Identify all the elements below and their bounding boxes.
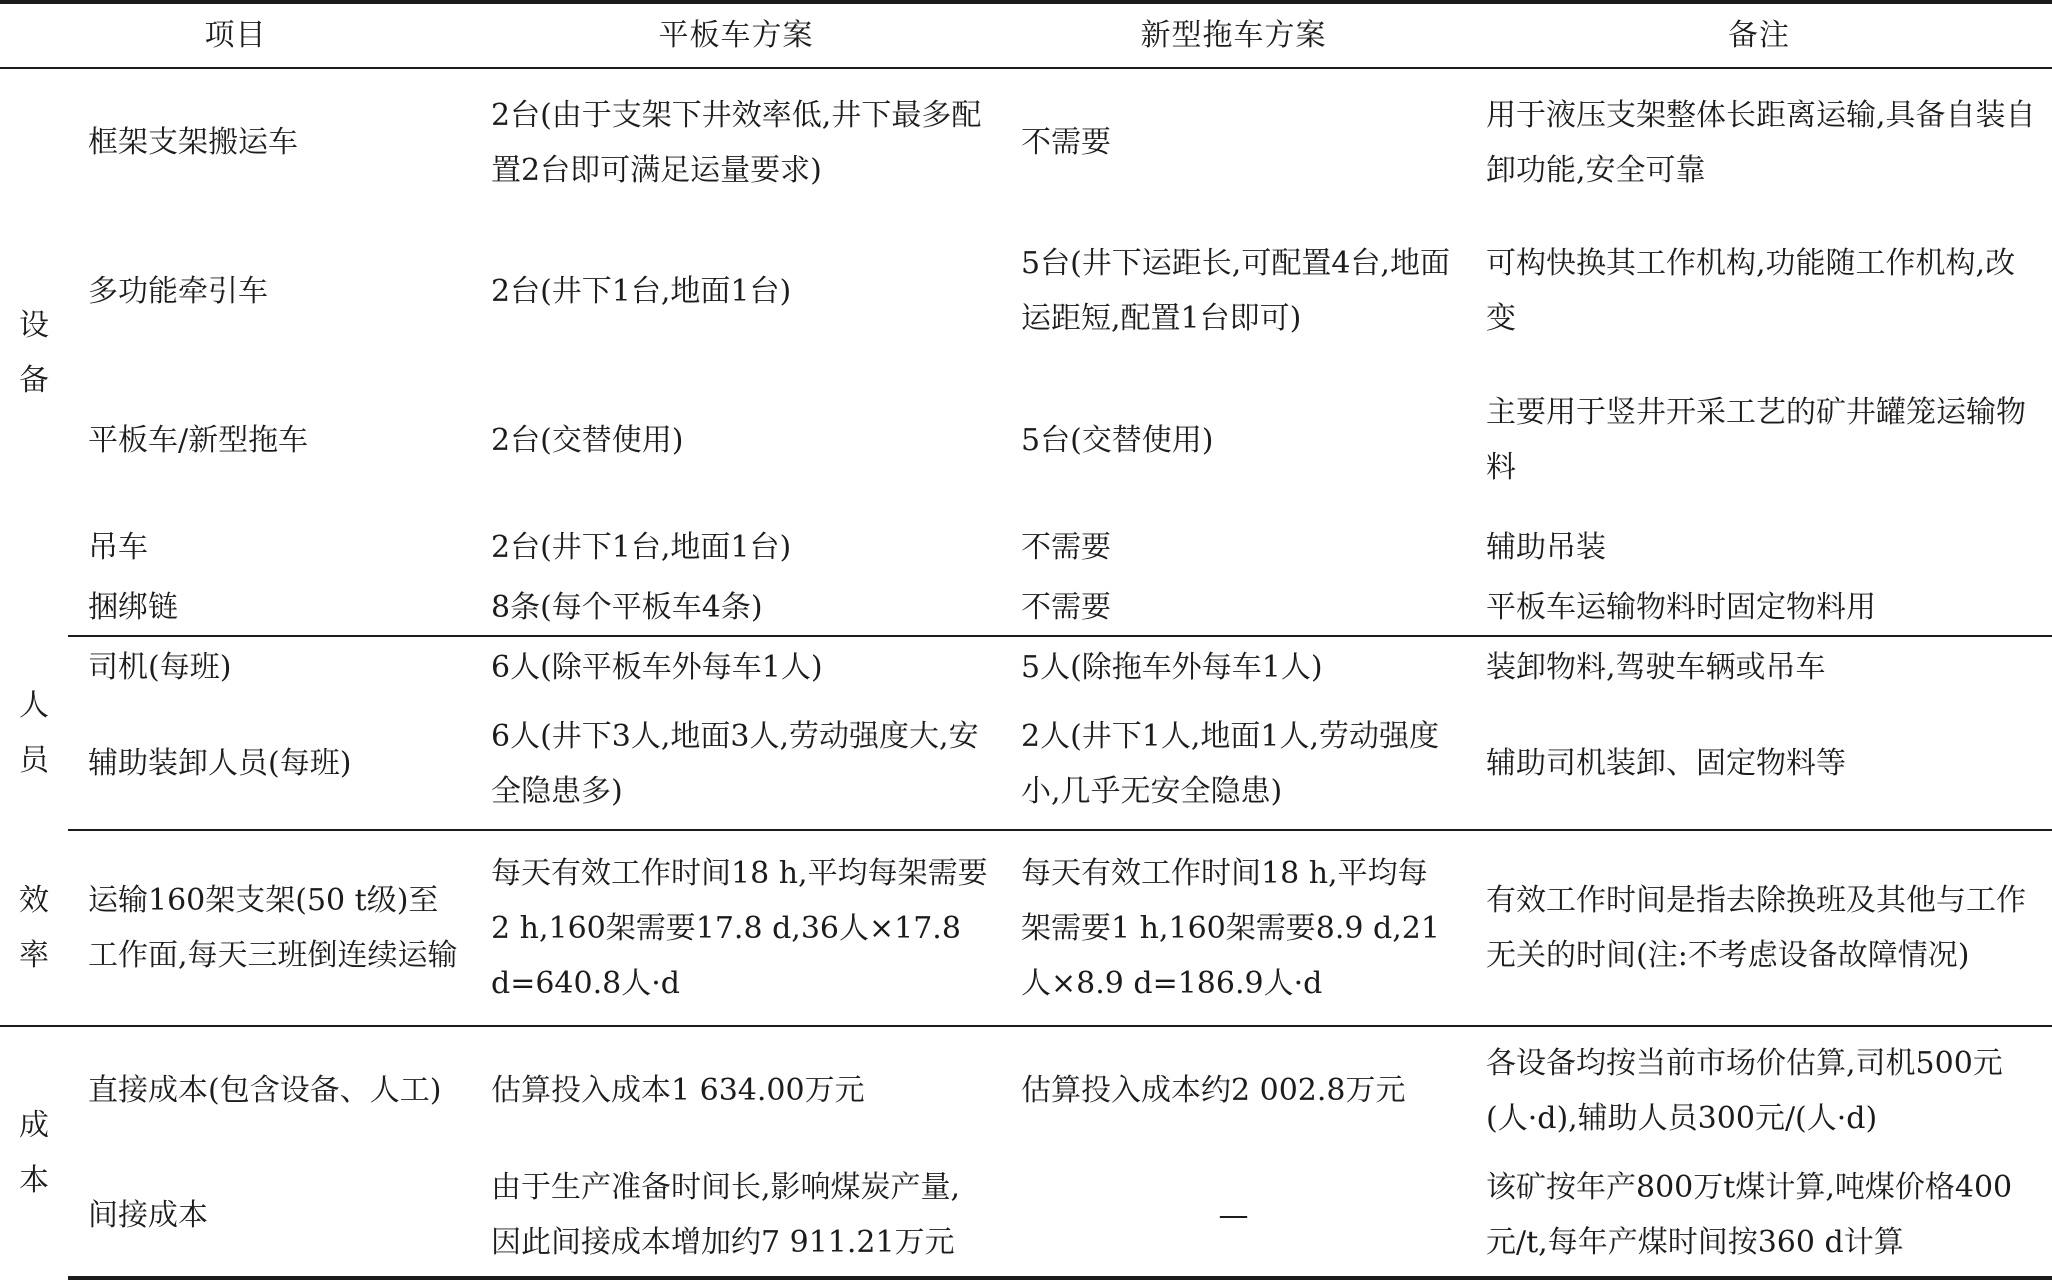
group-cell-efficiency — [0, 830, 68, 1026]
trailer-cell: 5台(井下运距长,可配置4台,地面运距短,配置1台即可) — [1021, 246, 1450, 336]
table-row — [0, 514, 2052, 580]
table-row — [0, 580, 2052, 636]
flatcar-cell: 2台(井下1台,地面1台) — [491, 273, 792, 309]
trailer-cell: — — [1001, 1154, 1466, 1278]
group-label: 设备 — [19, 307, 49, 398]
table-header-row — [0, 2, 2052, 68]
item-cell: 辅助装卸人员(每班) — [68, 698, 471, 830]
note-cell: 有效工作时间是指去除换班及其他与工作无关的时间(注:不考虑设备故障情况) — [1466, 830, 2052, 1026]
flatcar-cell: 由于生产准备时间长,影响煤炭产量,因此间接成本增加约7 911.21万元 — [471, 1154, 1001, 1278]
table-row — [0, 830, 2052, 1026]
note-cell: 可构快换其工作机构,功能随工作机构,改变 — [1486, 246, 2016, 336]
flatcar-cell: 每天有效工作时间18 h,平均每架需要2 h,160架需要17.8 d,36人×17.8 d=640.8人·d — [471, 830, 1001, 1026]
note-cell: 各设备均按当前市场价估算,司机500元(人·d),辅助人员300元/(人·d) — [1486, 1045, 2003, 1136]
flatcar-cell: 2台(井下1台,地面1台) — [491, 529, 792, 565]
flatcar-cell: 2台(交替使用) — [491, 422, 684, 458]
note-cell: 该矿按年产800万t煤计算,吨煤价格400元/t,每年产煤时间按360 d计算 — [1466, 1154, 2052, 1278]
table-row — [0, 366, 2052, 514]
group-label: 成本 — [19, 1107, 49, 1198]
note-cell: 主要用于竖井开采工艺的矿井罐笼运输物料 — [1486, 395, 2026, 485]
flatcar-cell: 8条(每个平板车4条) — [471, 580, 1001, 636]
note-cell: 平板车运输物料时固定物料用 — [1466, 580, 2052, 636]
item-cell: 运输160架支架(50 t级)至工作面,每天三班倒连续运输 — [68, 830, 471, 1026]
group-label: 人员 — [19, 688, 49, 778]
trailer-cell: 不需要 — [1001, 580, 1466, 636]
header-notes: 备注 — [1466, 2, 2052, 68]
flatcar-cell: 2台(由于支架下井效率低,井下最多配置2台即可满足运量要求) — [491, 97, 982, 188]
note-cell: 装卸物料,驾驶车辆或吊车 — [1486, 650, 1826, 685]
trailer-cell: 2人(井下1人,地面1人,劳动强度小,几乎无安全隐患) — [1001, 698, 1466, 830]
header-item: 项目 — [0, 2, 471, 68]
header-flatcar-scheme: 平板车方案 — [471, 2, 1001, 68]
note-cell: 辅助吊装 — [1486, 529, 1606, 565]
table-row — [0, 216, 2052, 366]
item-cell: 司机(每班) — [88, 650, 232, 685]
item-cell: 平板车/新型拖车 — [88, 422, 309, 458]
trailer-cell: 5台(交替使用) — [1021, 422, 1214, 458]
trailer-cell: 每天有效工作时间18 h,平均每架需要1 h,160架需要8.9 d,21人×8.9 d=186.9人·d — [1001, 830, 1466, 1026]
note-cell: 辅助司机装卸、固定物料等 — [1466, 698, 2052, 830]
item-cell: 多功能牵引车 — [88, 273, 268, 309]
flatcar-cell: 估算投入成本1 634.00万元 — [491, 1073, 865, 1108]
item-cell: 间接成本 — [68, 1154, 471, 1278]
item-cell: 吊车 — [88, 529, 148, 565]
header-trailer-scheme: 新型拖车方案 — [1001, 2, 1466, 68]
group-label: 效率 — [19, 882, 49, 973]
table-row — [0, 68, 2052, 216]
trailer-cell: 5人(除拖车外每车1人) — [1021, 650, 1323, 685]
note-cell: 用于液压支架整体长距离运输,具备自装自卸功能,安全可靠 — [1486, 97, 2036, 188]
group-cell-cost — [0, 1026, 68, 1278]
table-row — [0, 1026, 2052, 1154]
table-row — [0, 636, 2052, 698]
table-row — [0, 698, 2052, 830]
table-row — [0, 1154, 2052, 1278]
item-cell: 框架支架搬运车 — [88, 125, 298, 160]
trailer-cell: 不需要 — [1021, 529, 1111, 565]
group-cell-personnel — [0, 636, 68, 830]
flatcar-cell: 6人(井下3人,地面3人,劳动强度大,安全隐患多) — [471, 698, 1001, 830]
item-cell: 直接成本(包含设备、人工) — [88, 1073, 442, 1108]
trailer-cell: 估算投入成本约2 002.8万元 — [1021, 1073, 1406, 1108]
group-cell-equipment — [0, 68, 68, 636]
flatcar-cell: 6人(除平板车外每车1人) — [491, 650, 823, 685]
trailer-cell: 不需要 — [1021, 125, 1111, 160]
item-cell: 捆绑链 — [68, 580, 471, 636]
